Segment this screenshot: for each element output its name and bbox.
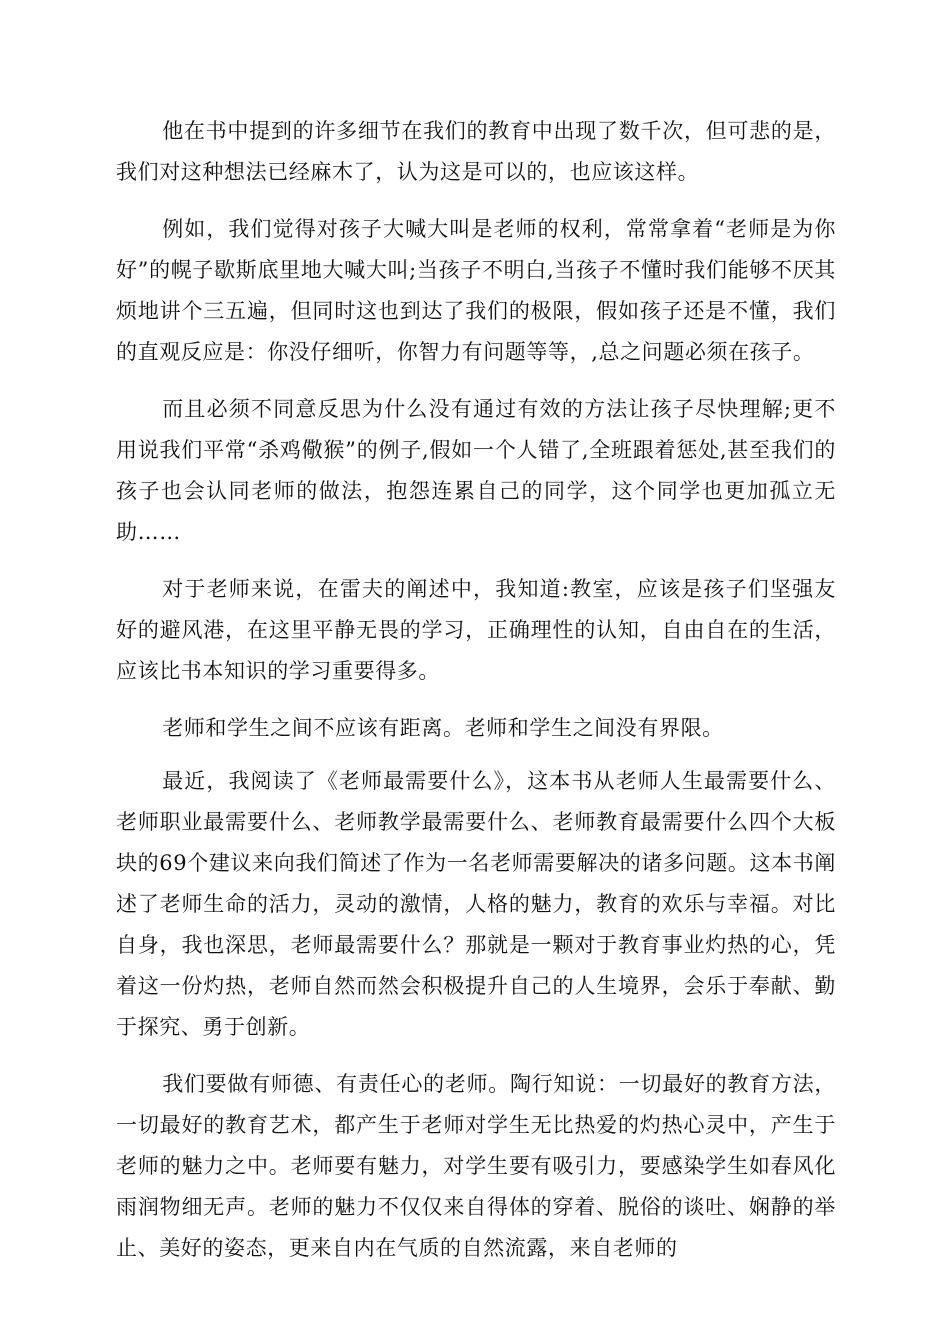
paragraph: 他在书中提到的许多细节在我们的教育中出现了数千次，但可悲的是，我们对这种想法已经麻木了，认为这是可以的，也应该这样。 [116, 119, 836, 184]
document-body [116, 111, 836, 1285]
paragraph: 我们要做有师德、有责任心的老师。陶行知说：一切最好的教育方法，一切最好的教育艺术，都产生于老师对学生无比热爱的灼热心灵中，产生于老师的魅力之中。老师要有魅力，对学生要有吸引力，要感染学生如春风化雨润物细无声。老师的魅力不仅仅来自得体的穿着、脱俗的谈吐、娴静的举止、美好的姿态，更来自内在气质的自然流露，来自老师的 [116, 1072, 836, 1260]
paragraph: 最近，我阅读了《老师最需要什么》，这本书从老师人生最需要什么、老师职业最需要什么、老师教学最需要什么、老师教育最需要什么四个大板块的69个建议来向我们简述了作为一名老师需要解决的诸多问题。这本书阐述了老师生命的活力，灵动的激情，人格的魅力，教育的欢乐与幸福。对比自身，我也深思，老师最需要什么？那就是一颗对于教育事业灼热的心，凭着这一份灼热，老师自然而然会积极提升自己的人生境界，会乐于奉献、勤于探究、勇于创新。 [116, 769, 836, 1039]
paragraph: 而且必须不同意反思为什么没有通过有效的方法让孩子尽快理解;更不用说我们平常“杀鸡儆猴”的例子,假如一个人错了,全班跟着惩处,甚至我们的孩子也会认同老师的做法，抱怨连累自己的同学，这个同学也更加孤立无助…… [116, 397, 836, 544]
paragraph: 例如，我们觉得对孩子大喊大叫是老师的权利，常常拿着“老师是为你好”的幌子歇斯底里地大喊大叫;当孩子不明白,当孩子不懂时我们能够不厌其烦地讲个三五遍，但同时这也到达了我们的极限，假如孩子还是不懂，我们的直观反应是：你没仔细听，你智力有问题等等，,总之问题必须在孩子。 [116, 217, 836, 364]
paragraph: 老师和学生之间不应该有距离。老师和学生之间没有界限。 [162, 716, 724, 740]
paragraph: 对于老师来说，在雷夫的阐述中，我知道:教室，应该是孩子们坚强友好的避风港，在这里平静无畏的学习，正确理性的认知，自由自在的生活，应该比书本知识的学习重要得多。 [116, 577, 836, 683]
